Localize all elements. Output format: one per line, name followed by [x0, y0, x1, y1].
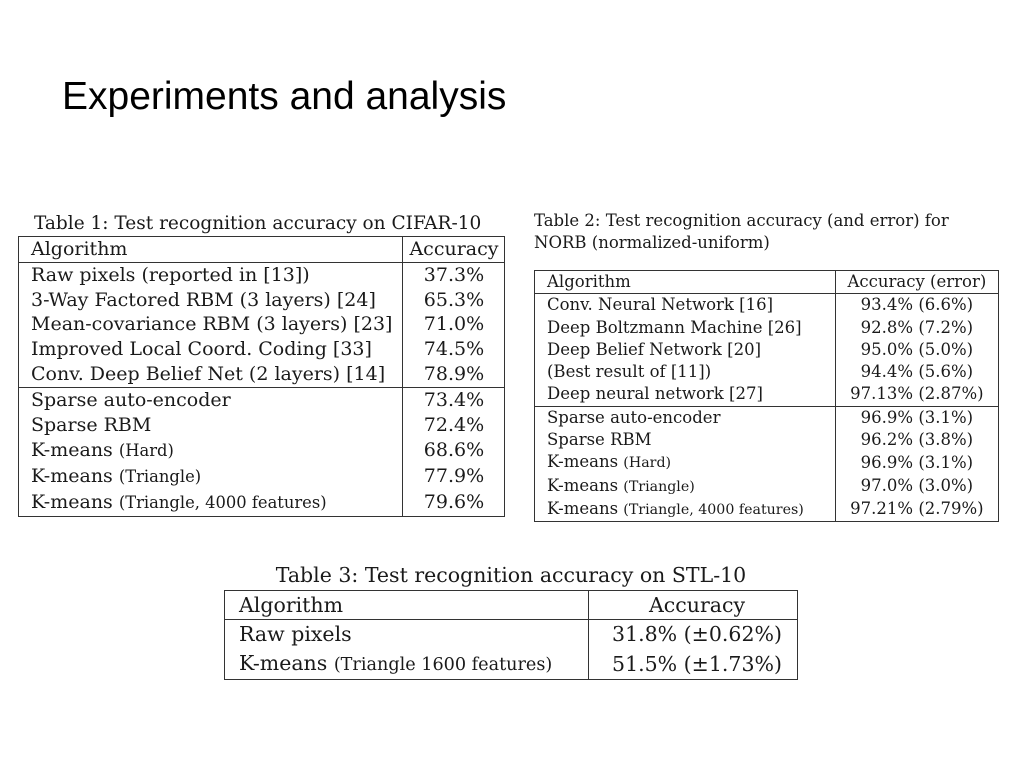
column-header-accuracy-error: Accuracy (error): [835, 271, 998, 294]
accuracy-cell: 31.8% (±0.62%): [589, 620, 798, 649]
algorithm-cell: Sparse RBM: [31, 414, 152, 437]
table-header-row: [19, 236, 505, 262]
accuracy-cell: 94.4% (5.6%): [835, 361, 998, 383]
accuracy-cell: 72.4%: [403, 413, 505, 438]
column-header-accuracy: Accuracy: [589, 590, 798, 620]
table-row: [19, 312, 505, 337]
table3-caption: Table 3: Test recognition accuracy on STL-10: [275, 563, 747, 587]
table-row: [19, 490, 505, 516]
table-row: [19, 262, 505, 287]
accuracy-cell: 97.0% (3.0%): [835, 475, 998, 498]
algorithm-cell: K-means (Hard): [547, 452, 672, 472]
table-row: [19, 288, 505, 313]
algorithm-cell: Sparse auto-encoder: [19, 388, 403, 413]
table-header-row: [535, 271, 999, 294]
accuracy-cell: 97.21% (2.79%): [835, 498, 998, 522]
table-row: [19, 388, 505, 413]
accuracy-cell: 71.0%: [403, 312, 505, 337]
table1: [18, 236, 505, 517]
accuracy-cell: 37.3%: [403, 262, 505, 287]
accuracy-cell: 73.4%: [403, 388, 505, 413]
accuracy-cell: 77.9%: [403, 464, 505, 490]
accuracy-cell: 93.4% (6.6%): [835, 294, 998, 317]
table-row: [225, 620, 798, 649]
accuracy-cell: 96.9% (3.1%): [835, 406, 998, 429]
accuracy-cell: 51.5% (±1.73%): [589, 649, 798, 680]
accuracy-cell: 97.13% (2.87%): [835, 383, 998, 406]
algorithm-cell: K-means (Triangle, 4000 features): [31, 490, 327, 513]
algorithm-cell: Sparse auto-encoder: [535, 406, 836, 429]
table2: [534, 270, 999, 522]
table-row: [19, 337, 505, 362]
accuracy-cell: 96.9% (3.1%): [835, 451, 998, 474]
algorithm-cell: Deep neural network [27]: [547, 384, 763, 404]
algorithm-cell: K-means (Triangle): [547, 475, 695, 495]
accuracy-cell: 96.2% (3.8%): [835, 429, 998, 451]
algorithm-cell: K-means (Hard): [31, 438, 174, 461]
table-header-row: [225, 590, 798, 620]
table-row: [535, 406, 999, 429]
slide-title: Experiments and analysis: [62, 75, 507, 118]
column-header-accuracy: Accuracy: [403, 236, 505, 262]
table-row: [19, 438, 505, 464]
accuracy-cell: 65.3%: [403, 288, 505, 313]
algorithm-cell: 3-Way Factored RBM (3 layers) [24]: [31, 288, 376, 311]
accuracy-cell: 79.6%: [403, 490, 505, 516]
accuracy-cell: 95.0% (5.0%): [835, 339, 998, 361]
table-row: [19, 413, 505, 438]
table-row: [535, 317, 999, 339]
table1-caption: Table 1: Test recognition accuracy on CIFAR-10: [34, 213, 482, 234]
accuracy-cell: 68.6%: [403, 438, 505, 464]
table-row: [535, 451, 999, 474]
algorithm-cell: K-means (Triangle 1600 features): [239, 650, 553, 675]
accuracy-cell: 78.9%: [403, 362, 505, 387]
algorithm-cell: Deep Boltzmann Machine [26]: [547, 317, 802, 337]
column-header-algorithm: Algorithm: [535, 271, 836, 294]
table-row: [535, 294, 999, 317]
table-row: [535, 429, 999, 451]
algorithm-cell: K-means (Triangle, 4000 features): [547, 498, 804, 518]
accuracy-cell: 92.8% (7.2%): [835, 317, 998, 339]
algorithm-cell: K-means (Triangle): [31, 464, 202, 487]
table-row: [535, 498, 999, 522]
table-row: [535, 475, 999, 498]
algorithm-cell: (Best result of [11]): [547, 362, 712, 382]
column-header-algorithm: Algorithm: [225, 590, 589, 620]
algorithm-cell: Mean-covariance RBM (3 layers) [23]: [31, 313, 393, 336]
table2-block: [534, 210, 999, 522]
table3-block: [224, 564, 798, 680]
table-row: [535, 383, 999, 406]
algorithm-cell: Conv. Neural Network [16]: [547, 295, 774, 315]
algorithm-cell: Sparse RBM: [547, 430, 652, 450]
algorithm-cell: Raw pixels: [239, 622, 352, 647]
table2-caption: Table 2: Test recognition accuracy (and error) for NORB (normalized-uniform): [534, 211, 949, 252]
algorithm-cell: Conv. Deep Belief Net (2 layers) [14]: [31, 363, 386, 386]
table-row: [225, 649, 798, 680]
table-row: [19, 464, 505, 490]
table-row: [535, 361, 999, 383]
algorithm-cell: Raw pixels (reported in [13]): [31, 263, 310, 286]
column-header-algorithm: Algorithm: [19, 236, 403, 262]
table1-block: [18, 214, 502, 517]
table-row: [535, 339, 999, 361]
table3: [224, 590, 798, 681]
algorithm-cell: Deep Belief Network [20]: [547, 339, 762, 359]
accuracy-cell: 74.5%: [403, 337, 505, 362]
algorithm-cell: Improved Local Coord. Coding [33]: [31, 338, 372, 361]
table-row: [19, 362, 505, 387]
